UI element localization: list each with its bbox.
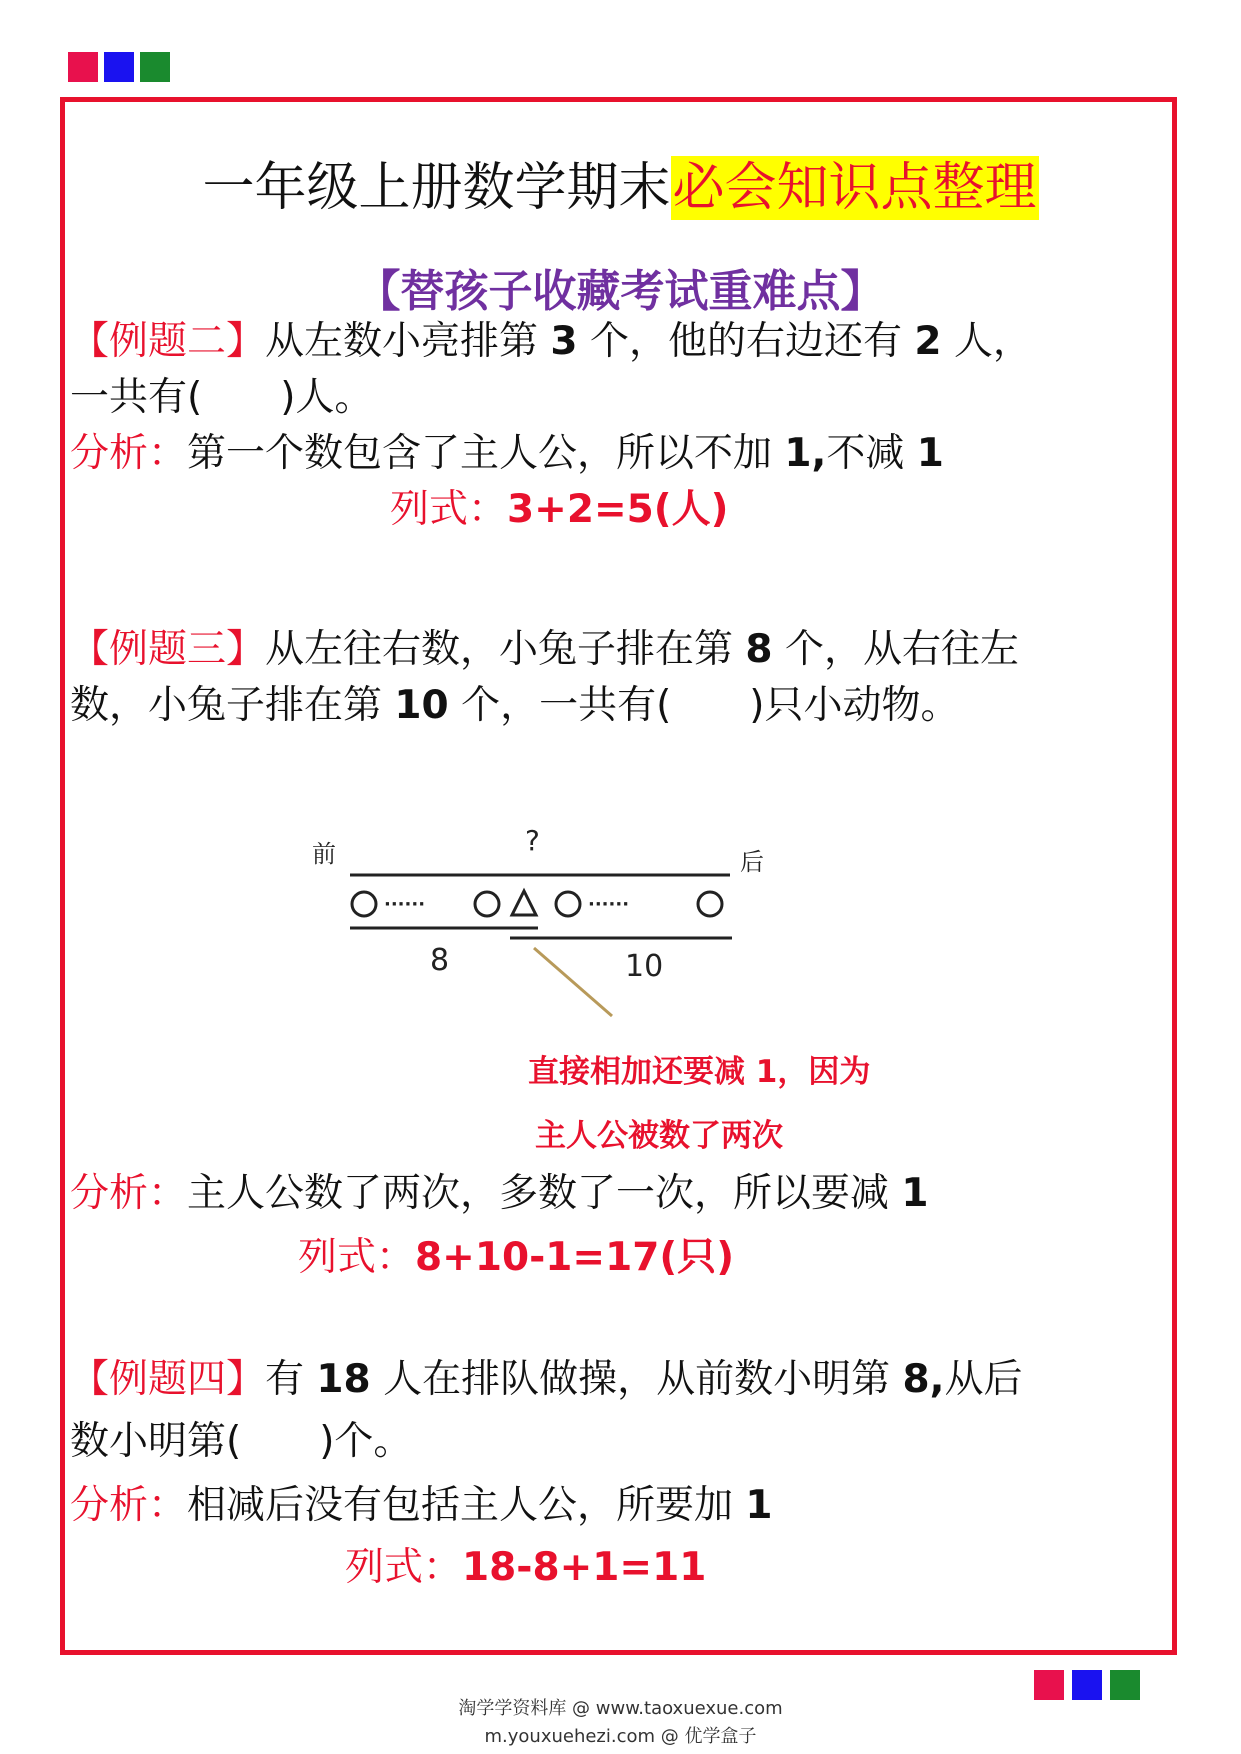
title-plain: 一年级上册数学期末: [202, 158, 671, 218]
example4-line1: [70, 1352, 1022, 1408]
example4-text-a: 有: [265, 1357, 317, 1402]
diagram-pointer-line: [534, 948, 612, 1016]
example2-text-a: 从左数小亮排第: [265, 319, 551, 364]
example3-note-line2: 主人公被数了两次: [535, 1118, 783, 1154]
example2-text-c: 人，: [941, 319, 1032, 364]
example3-num2: 10: [394, 683, 449, 728]
diagram-right-count: 10: [625, 949, 664, 984]
decor-square-blue-top: [104, 52, 134, 82]
example4-analysis-num1: 1: [745, 1483, 773, 1528]
diagram-circle-first: [352, 892, 376, 916]
example4-formula-label: 列式：: [345, 1545, 463, 1590]
example3-note-line1: 直接相加还要减 1，因为: [528, 1054, 871, 1090]
example3-analysis: [70, 1166, 929, 1222]
example3-text-b: 个，从右往左: [772, 627, 1019, 672]
example2-analysis: [70, 426, 944, 482]
example4-num1: 18: [316, 1357, 371, 1402]
example4-text-b: 人在排队做操，从前数小明第: [370, 1357, 903, 1402]
decor-square-green-top: [140, 52, 170, 82]
diagram-circle-left: [475, 892, 499, 916]
example2-analysis-label: 分析：: [70, 431, 188, 476]
example4-analysis-label: 分析：: [70, 1483, 188, 1528]
footer-line2: m.youxuehezi.com @ 优学盒子: [484, 1726, 757, 1747]
example2-analysis-num1: 1,: [784, 431, 827, 476]
example3-tag: 【例题三】: [70, 627, 266, 672]
diagram-left-count: 8: [430, 943, 450, 978]
example4-tag: 【例题四】: [70, 1357, 266, 1402]
example3-formula-label: 列式：: [298, 1235, 416, 1280]
example3-formula: [298, 1230, 734, 1286]
decor-square-red-top: [68, 52, 98, 82]
example2-num1: 3: [550, 319, 578, 364]
example2-line1: [70, 314, 1032, 370]
footer-line1: 淘学学资料库 @ www.taoxuexue.com: [458, 1698, 783, 1719]
example3-analysis-text: 主人公数了两次，多数了一次，所以要减: [187, 1171, 902, 1216]
example4-text-c: 从后: [944, 1357, 1023, 1402]
queue-diagram: [300, 820, 764, 1020]
example3-analysis-label: 分析：: [70, 1171, 188, 1216]
example2-analysis-num2: 1: [916, 431, 944, 476]
example4-analysis-text: 相减后没有包括主人公，所要加: [187, 1483, 746, 1528]
example3-line2: [70, 678, 960, 734]
example2-analysis-text: 第一个数包含了主人公，所以不加: [187, 431, 785, 476]
example2-analysis-text2: 不减: [826, 431, 917, 476]
example2-formula-value: 3+2=5(人): [507, 487, 729, 532]
example4-line2: 数小明第( )个。: [70, 1419, 413, 1464]
example3-text-d: 个，一共有( )只小动物。: [448, 683, 960, 728]
example2-num2: 2: [914, 319, 942, 364]
example4-formula-value: 18-8+1=11: [462, 1545, 707, 1590]
example3-analysis-num1: 1: [901, 1171, 929, 1216]
example4-num2: 8,: [902, 1357, 945, 1402]
diagram-dots-right: ······: [588, 894, 630, 915]
diagram-question-mark: ?: [525, 824, 540, 857]
title-highlight: 必会知识点整理: [672, 158, 1037, 218]
example4-analysis: [70, 1478, 773, 1534]
example3-line1: [70, 622, 1019, 678]
example3-text-a: 从左往右数，小兔子排在第: [265, 627, 746, 672]
example2-formula-label: 列式：: [390, 487, 508, 532]
diagram-back-label: 后: [740, 848, 764, 876]
diagram-circle-last: [698, 892, 722, 916]
diagram-front-label: 前: [312, 840, 336, 868]
example3-num1: 8: [745, 627, 773, 672]
example3-formula-value: 8+10-1=17(只): [415, 1235, 735, 1280]
page-title: [0, 150, 1241, 226]
example2-tag: 【例题二】: [70, 319, 266, 364]
page-subtitle: 【替孩子收藏考试重难点】: [356, 266, 885, 317]
example3-text-c: 数，小兔子排在第: [70, 683, 395, 728]
example2-line2: 一共有( )人。: [70, 375, 374, 420]
diagram-circle-right: [556, 892, 580, 916]
example2-text-b: 个，他的右边还有: [577, 319, 915, 364]
diagram-dots-left: ······: [384, 894, 426, 915]
diagram-triangle-protagonist: [512, 891, 536, 915]
example2-formula: [390, 482, 728, 538]
example4-formula: [345, 1540, 706, 1596]
